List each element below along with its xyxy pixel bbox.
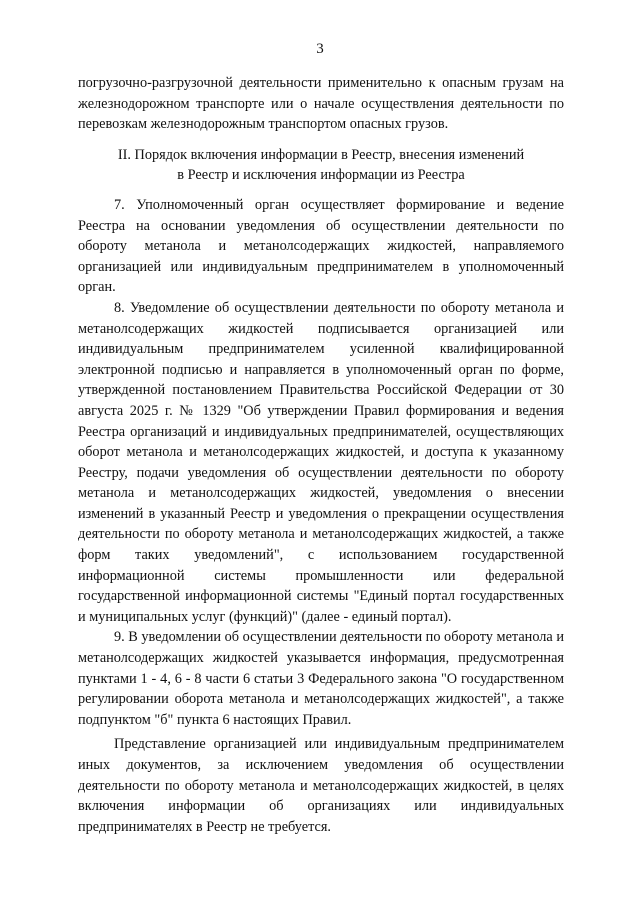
section-heading-line2: в Реестр и исключения информации из Реестра [177, 167, 465, 184]
paragraph-9: 9. В уведомлении об осуществлении деятельности по обороту метанола и метанолсодержащих жидкостей указывается информация, предусмотренная пунктами 1 - 4, 6 - 8 части 6 статьи 3 Федерального закона "О государственном регулировании оборота метанола и метанолсодержащих жидкостей", а также подпунктом "б" пункта 6 настоящих Правил. [78, 629, 564, 728]
section-heading [78, 145, 564, 186]
paragraph-7: 7. Уполномоченный орган осуществляет формирование и ведение Реестра на основании уведомления об осуществлении деятельности по обороту метанола и метанолсодержащих жидкостей, направляемого организацией или индивидуальным предпринимателем в уполномоченный орган. [78, 196, 564, 296]
continuation-paragraph: погрузочно-разгрузочной деятельности применительно к опасным грузам на железнодорожном транспорте или о начале осуществления деятельности по перевозкам железнодорожным транспортом опасных грузов. [78, 75, 564, 133]
section-heading-line1: II. Порядок включения информации в Реестр, внесения изменений [117, 146, 525, 163]
document-body [78, 73, 564, 837]
paragraph-final: Представление организацией или индивидуальным предпринимателем иных документов, за исключением уведомления об осуществлении деятельности по обороту метанола и метанолсодержащих жидкостей, в целях включения информации об организациях или индивидуальных предпринимателях в Реестр не требуется. [78, 736, 564, 835]
paragraph-8: 8. Уведомление об осуществлении деятельности по обороту метанола и метанолсодержащих жидкостей подписывается организацией или индивидуальным предпринимателем усиленной квалифицированной электронной подписью и направляется в уполномоченный орган по форме, утвержденной постановлением Правительства Российской Федерации от 30 августа 2025 г. № 1329 "Об утверждении Правил формирования и ведения Реестра организаций и индивидуальных предпринимателей, осуществляющих оборот метанола и метанолсодержащих жидкостей, и доступа к указанному Реестру, подачи уведомления об осуществлении деятельности по обороту метанола и метанолсодержащих жидкостей, уведомления о внесении изменений в указанный Реестр и уведомления о прекращении осуществления деятельности по обороту метанола и метанолсодержащих жидкостей, а также форм таких уведомлений", с использованием государственной информационной системы промышленности или федеральной государственной информационной системы "Единый портал государственных и муниципальных услуг (функций)" (далее - единый портал). [78, 299, 564, 625]
page-number: 3 [316, 41, 324, 57]
